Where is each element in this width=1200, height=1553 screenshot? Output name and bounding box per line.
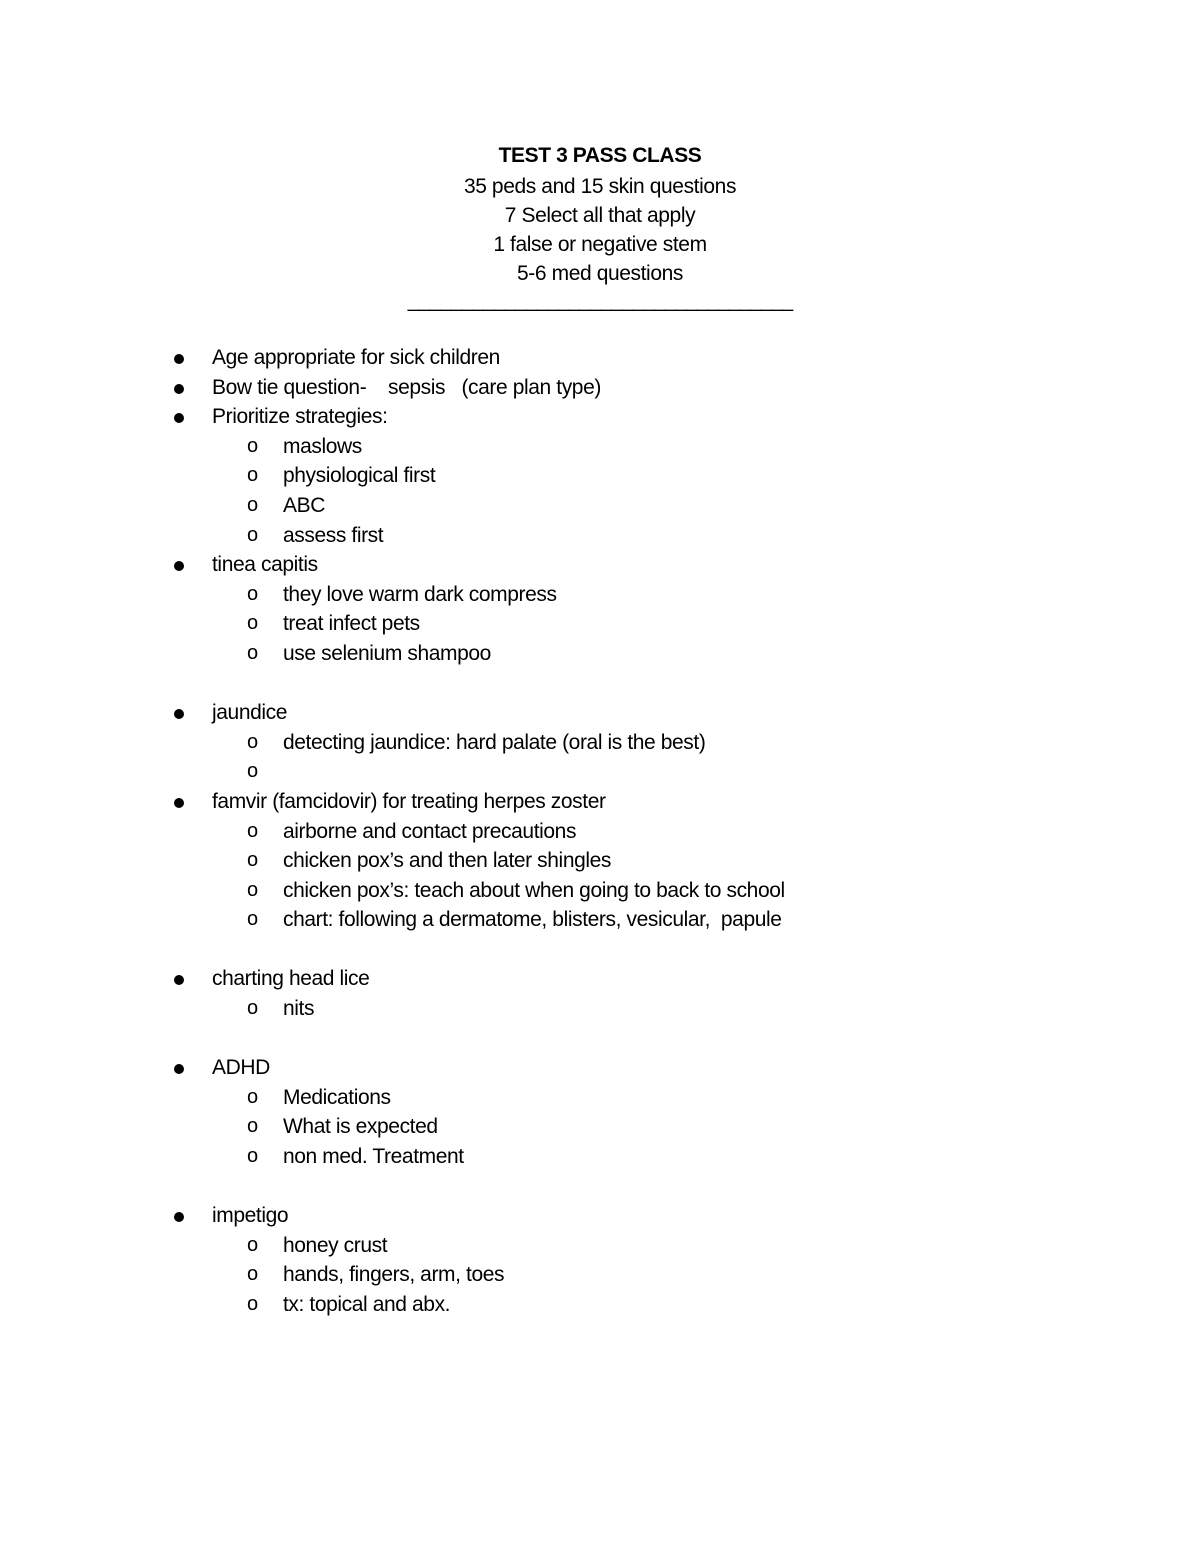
circle-bullet-icon: o	[247, 878, 258, 901]
circle-bullet-icon: o	[247, 612, 258, 635]
list-item	[0, 787, 1200, 817]
list-item	[0, 550, 1200, 580]
circle-bullet-icon: o	[247, 523, 258, 546]
sub-list-item	[0, 1231, 1200, 1261]
sub-list-item-text: use selenium shampoo	[283, 641, 491, 665]
sub-list-item-text: nits	[283, 997, 315, 1021]
sub-list-item-text: physiological first	[283, 464, 436, 488]
circle-bullet-icon: o	[247, 997, 258, 1020]
sub-list-item	[0, 817, 1200, 847]
sub-list-item	[0, 846, 1200, 876]
header-line-select-all: 7 Select all that apply	[504, 204, 696, 227]
circle-bullet-icon: o	[247, 434, 258, 457]
circle-bullet-icon: o	[247, 1293, 258, 1315]
circle-bullet-icon: o	[247, 760, 258, 783]
circle-bullet-icon: o	[247, 582, 258, 605]
bullet-icon	[174, 798, 184, 808]
sub-list-item	[0, 461, 1200, 491]
list-item-text: Age appropriate for sick children	[212, 346, 500, 369]
list-item	[0, 698, 1200, 728]
circle-bullet-icon: o	[247, 1263, 258, 1286]
list-item-text: ADHD	[212, 1056, 270, 1080]
list-item	[0, 402, 1200, 432]
sub-list-item-text: tx: topical and abx.	[283, 1293, 451, 1316]
bullet-icon	[174, 561, 184, 571]
circle-bullet-icon: o	[247, 819, 258, 842]
circle-bullet-icon: o	[247, 908, 258, 931]
sub-list-item-empty	[0, 757, 1200, 787]
sub-list-item	[0, 639, 1200, 669]
bullet-icon	[174, 1064, 184, 1074]
sub-list-item-text: honey crust	[283, 1233, 388, 1257]
bullet-icon	[174, 384, 184, 394]
sub-list-item-text: non med. Treatment	[283, 1145, 464, 1169]
list-item-text: Prioritize strategies:	[212, 405, 388, 429]
sub-list-item	[0, 876, 1200, 906]
document-header	[0, 142, 1200, 317]
sub-list-item	[0, 580, 1200, 610]
bullet-icon	[174, 354, 184, 364]
sub-list-item	[0, 491, 1200, 521]
sub-list-item-text: they love warm dark compress	[283, 582, 557, 606]
list-item-text: famvir (famcidovir) for treating herpes zoster	[212, 789, 606, 813]
sub-list-item	[0, 1083, 1200, 1113]
list-item	[0, 1053, 1200, 1083]
circle-bullet-icon: o	[247, 730, 258, 753]
header-line-negative-stem: 1 false or negative stem	[493, 233, 707, 256]
circle-bullet-icon: o	[247, 493, 258, 516]
sub-list-item-text: assess first	[283, 523, 384, 547]
sub-list-item-text: ABC	[283, 493, 325, 517]
sub-list-item	[0, 1260, 1200, 1290]
sub-list-item-text: airborne and contact precautions	[283, 819, 577, 843]
sub-list-item-text: hands, fingers, arm, toes	[283, 1263, 505, 1287]
list-item-text: jaundice	[212, 701, 288, 725]
bullet-icon	[174, 413, 184, 423]
sub-list-item-text: Medications	[283, 1085, 391, 1109]
sub-list-item	[0, 1142, 1200, 1172]
document-title: TEST 3 PASS CLASS	[498, 144, 702, 167]
sub-list-item-text: What is expected	[283, 1115, 438, 1139]
list-item	[0, 1201, 1200, 1231]
bullet-icon	[174, 1212, 184, 1222]
list-item-text: impetigo	[212, 1204, 289, 1228]
sub-list-item	[0, 432, 1200, 462]
sub-list-item	[0, 905, 1200, 935]
circle-bullet-icon: o	[247, 1085, 258, 1108]
list-item-text: Bow tie question- sepsis (care plan type)	[212, 375, 601, 399]
header-line-question-count: 35 peds and 15 skin questions	[463, 175, 737, 198]
list-item	[0, 373, 1200, 403]
sub-list-item	[0, 1290, 1200, 1320]
sub-list-item-text: chicken pox’s: teach about when going to back to school	[283, 878, 785, 902]
header-line-med-questions: 5-6 med questions	[517, 262, 683, 285]
circle-bullet-icon: o	[247, 641, 258, 664]
sub-list-item-text: chicken pox’s and then later shingles	[283, 849, 612, 873]
sub-list-item	[0, 521, 1200, 551]
list-item-text: charting head lice	[212, 967, 370, 991]
sub-list-item-text: maslows	[283, 434, 362, 458]
sub-list-item	[0, 609, 1200, 639]
circle-bullet-icon: o	[247, 849, 258, 872]
sub-list-item	[0, 728, 1200, 758]
sub-list-item-text: detecting jaundice: hard palate (oral is the best)	[283, 730, 706, 754]
circle-bullet-icon: o	[247, 1233, 258, 1256]
sub-list-item	[0, 1112, 1200, 1142]
circle-bullet-icon: o	[247, 1115, 258, 1138]
sub-list-item-text: treat infect pets	[283, 612, 420, 636]
header-rule: ____________________________________	[407, 289, 793, 312]
list-item	[0, 343, 1200, 373]
bullet-icon	[174, 975, 184, 985]
circle-bullet-icon: o	[247, 1145, 258, 1168]
notes-list	[0, 343, 1200, 1320]
sub-list-item-text: chart: following a dermatome, blisters, vesicular, papule	[283, 908, 782, 932]
list-item-text: tinea capitis	[212, 553, 318, 577]
circle-bullet-icon: o	[247, 464, 258, 487]
sub-list-item	[0, 994, 1200, 1024]
list-item	[0, 964, 1200, 994]
bullet-icon	[174, 709, 184, 719]
